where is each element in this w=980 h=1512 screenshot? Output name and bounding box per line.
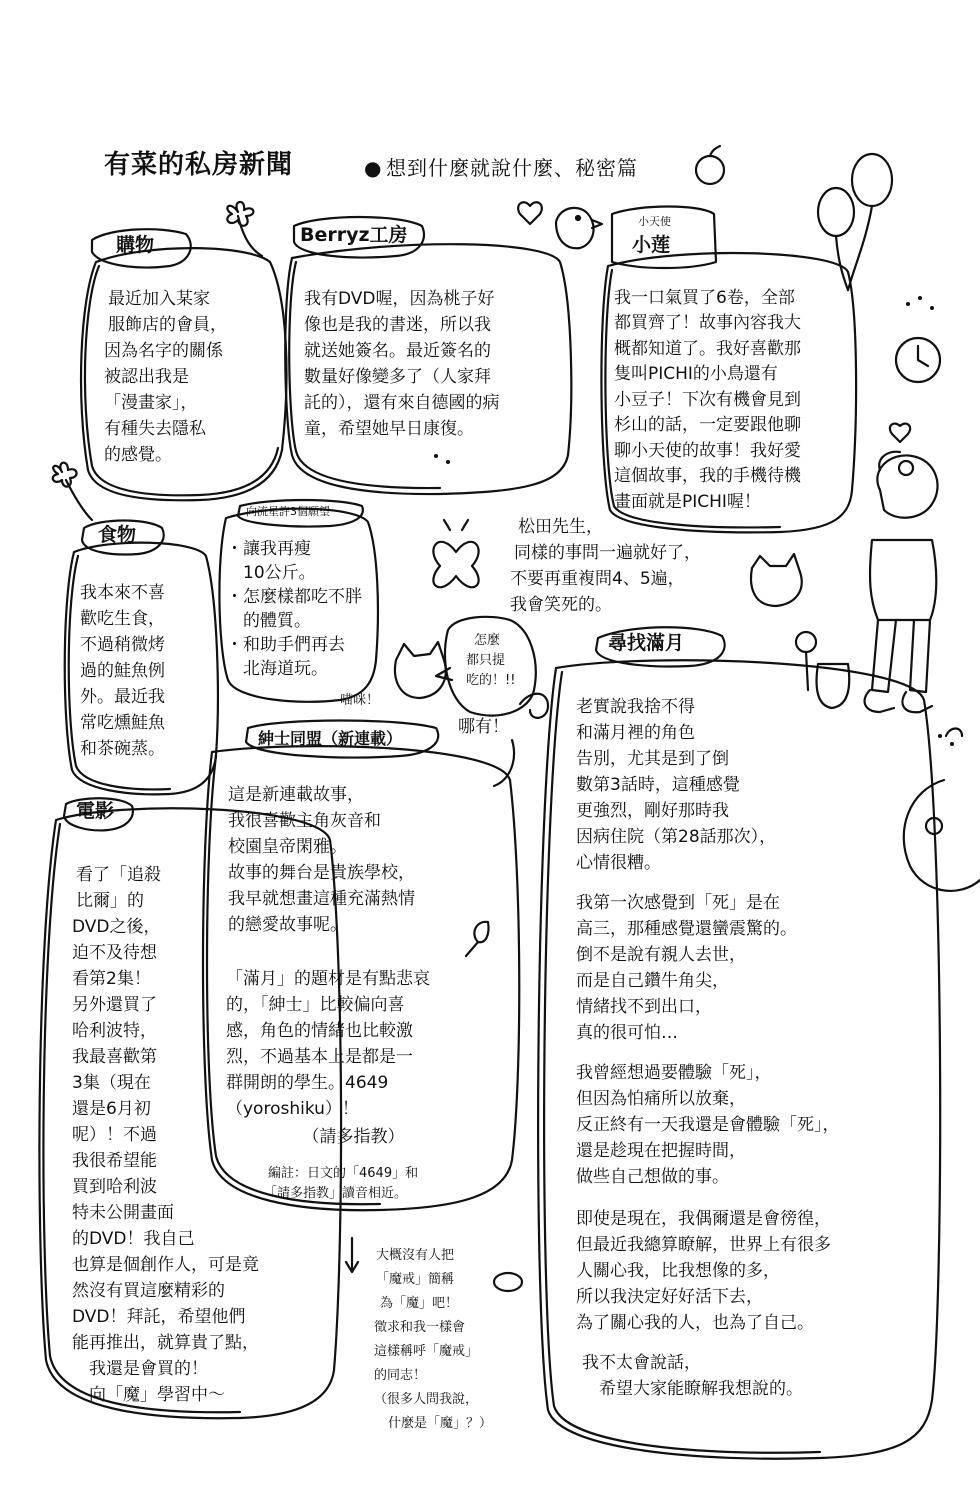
- nayou-text: 哪有！: [458, 717, 509, 737]
- berryz-title: Berryz工房: [300, 224, 408, 246]
- wishes-title: 向流星許3個願望: [246, 505, 330, 518]
- manga-free-talk-page: 有菜的私房新聞 ● 想到什麼就說什麼、秘密篇 購物 最近加入某家 服飾店的會員， 因為名字的關係 被認出我是 「漫畫家」， 有種失去隱私 的感覺。 Berryz工房 我有DVD喔，因為桃子好 像也是我的書迷，所以我 就送她簽名。最近簽名的 數量好像變多了（人家拜 託的），還有來自德國的病 童，希望她早日康復。 小天使 小莲 我一口氣買了6卷，全部 都買齊了！故事內容我大 概都知道了。我好喜歡那 隻叫PICHI的小鳥還有 小豆子！下次有機會見到 杉山的話，一定要跟他聊 聊小天使的故事！我好愛 這個故事，我的手機待機 畫面就是PICHI喔！ 食物 我本來不喜 歡吃生食， 不過稍微烤 過的鮭魚例 外。最近我 常吃燻鮭魚 和茶碗蒸。 向流星許3個願望 ・讓我再瘦 10公斤。 ・怎麼樣都吃不胖 的體質。 ・和助手們再去 北海道玩。 紳士同盟（新連載） 這是新連載故事， 我很喜歡主角灰音和 校園皇帝閑雅。 故事的舞台是貴族學校， 我早就想畫這種充滿熱情 的戀愛故事呢。 「滿月」的題材是有點悲哀 的，「紳士」比較偏向喜 感，角色的情緒也比較激 烈，不過基本上是都是一 群開朗的學生。4649 （yoroshiku）！ （請多指教） 編註：日文的「4649」和 「請多指教」讀音相近。 電影 看了「追殺 比爾」的 DVD之後， 迫不及待想 看第2集！ 另外還買了 哈利波特， 我最喜歡第 3集（現在 還是6月初 呢）！不過 我很希望能 買到哈利波 特未公開畫面 的DVD！我自己 也算是個創作人，可是竟 然沒有買這麼精彩的 DVD！拜託，希望他們 能再推出，就算貴了點， 我還是會買的！ 向「魔」學習中～ 尋找滿月 老實說我捨不得 和滿月裡的角色 告別，尤其是到了倒 數第3話時，這種感覺 更強烈，剛好那時我 因病住院（第28話那次）， 心情很糟。 我第一次感覺到「死」是在 高三，那種感覺還蠻震驚的。 倒不是說有親人去世， 而是自己鑽牛角尖， 情緒找不到出口， 真的很可怕… 我曾經想過要體驗「死」， 但因為怕痛所以放棄， 反正終有一天我還是會體驗「死」， 還是趁現在把握時間， 做些自己想做的事。 即使是現在，我偶爾還是會徬徨， 但最近我總算瞭解，世界上有很多 人關心我，比我想像的多， 所以我決定好好活下去， 為了關心我的人，也為了自己。 我不太會說話， 希望大家能瞭解我想說的。 松田先生， 同樣的事問一遍就好了， 不要再重複問4、5遍， 我會笑死的。 怎麼 都只提 吃的！!! 喵咪！ 哪有！ 大概沒有人把 「魔戒」簡稱 為「魔」吧！ 徵求和我一樣會 這樣稱呼「魔戒」 的同志！ （很多人問我說， 什麼是「魔」？）: [0, 0, 980, 1512]
- cat-doodle-left: [395, 642, 446, 698]
- title-bullet: ●: [364, 156, 383, 180]
- shopping-title: 購物: [116, 234, 155, 256]
- page-subtitle: 想到什麼就說什麼、秘密篇: [386, 156, 638, 180]
- fullmoon-title: 尋找滿月: [608, 632, 685, 654]
- fish-doodle: [904, 780, 980, 891]
- angel-title: 小莲: [632, 234, 671, 256]
- meow-text: 喵咪！: [340, 693, 380, 708]
- movie-title: 電影: [76, 800, 115, 822]
- girl-doodle: [865, 452, 938, 713]
- page-title: 有菜的私房新聞: [104, 150, 294, 180]
- food-title: 食物: [98, 524, 137, 546]
- gentleman-title: 紳士同盟（新連載）: [258, 729, 403, 748]
- angel-small-title: 小天使: [638, 215, 671, 228]
